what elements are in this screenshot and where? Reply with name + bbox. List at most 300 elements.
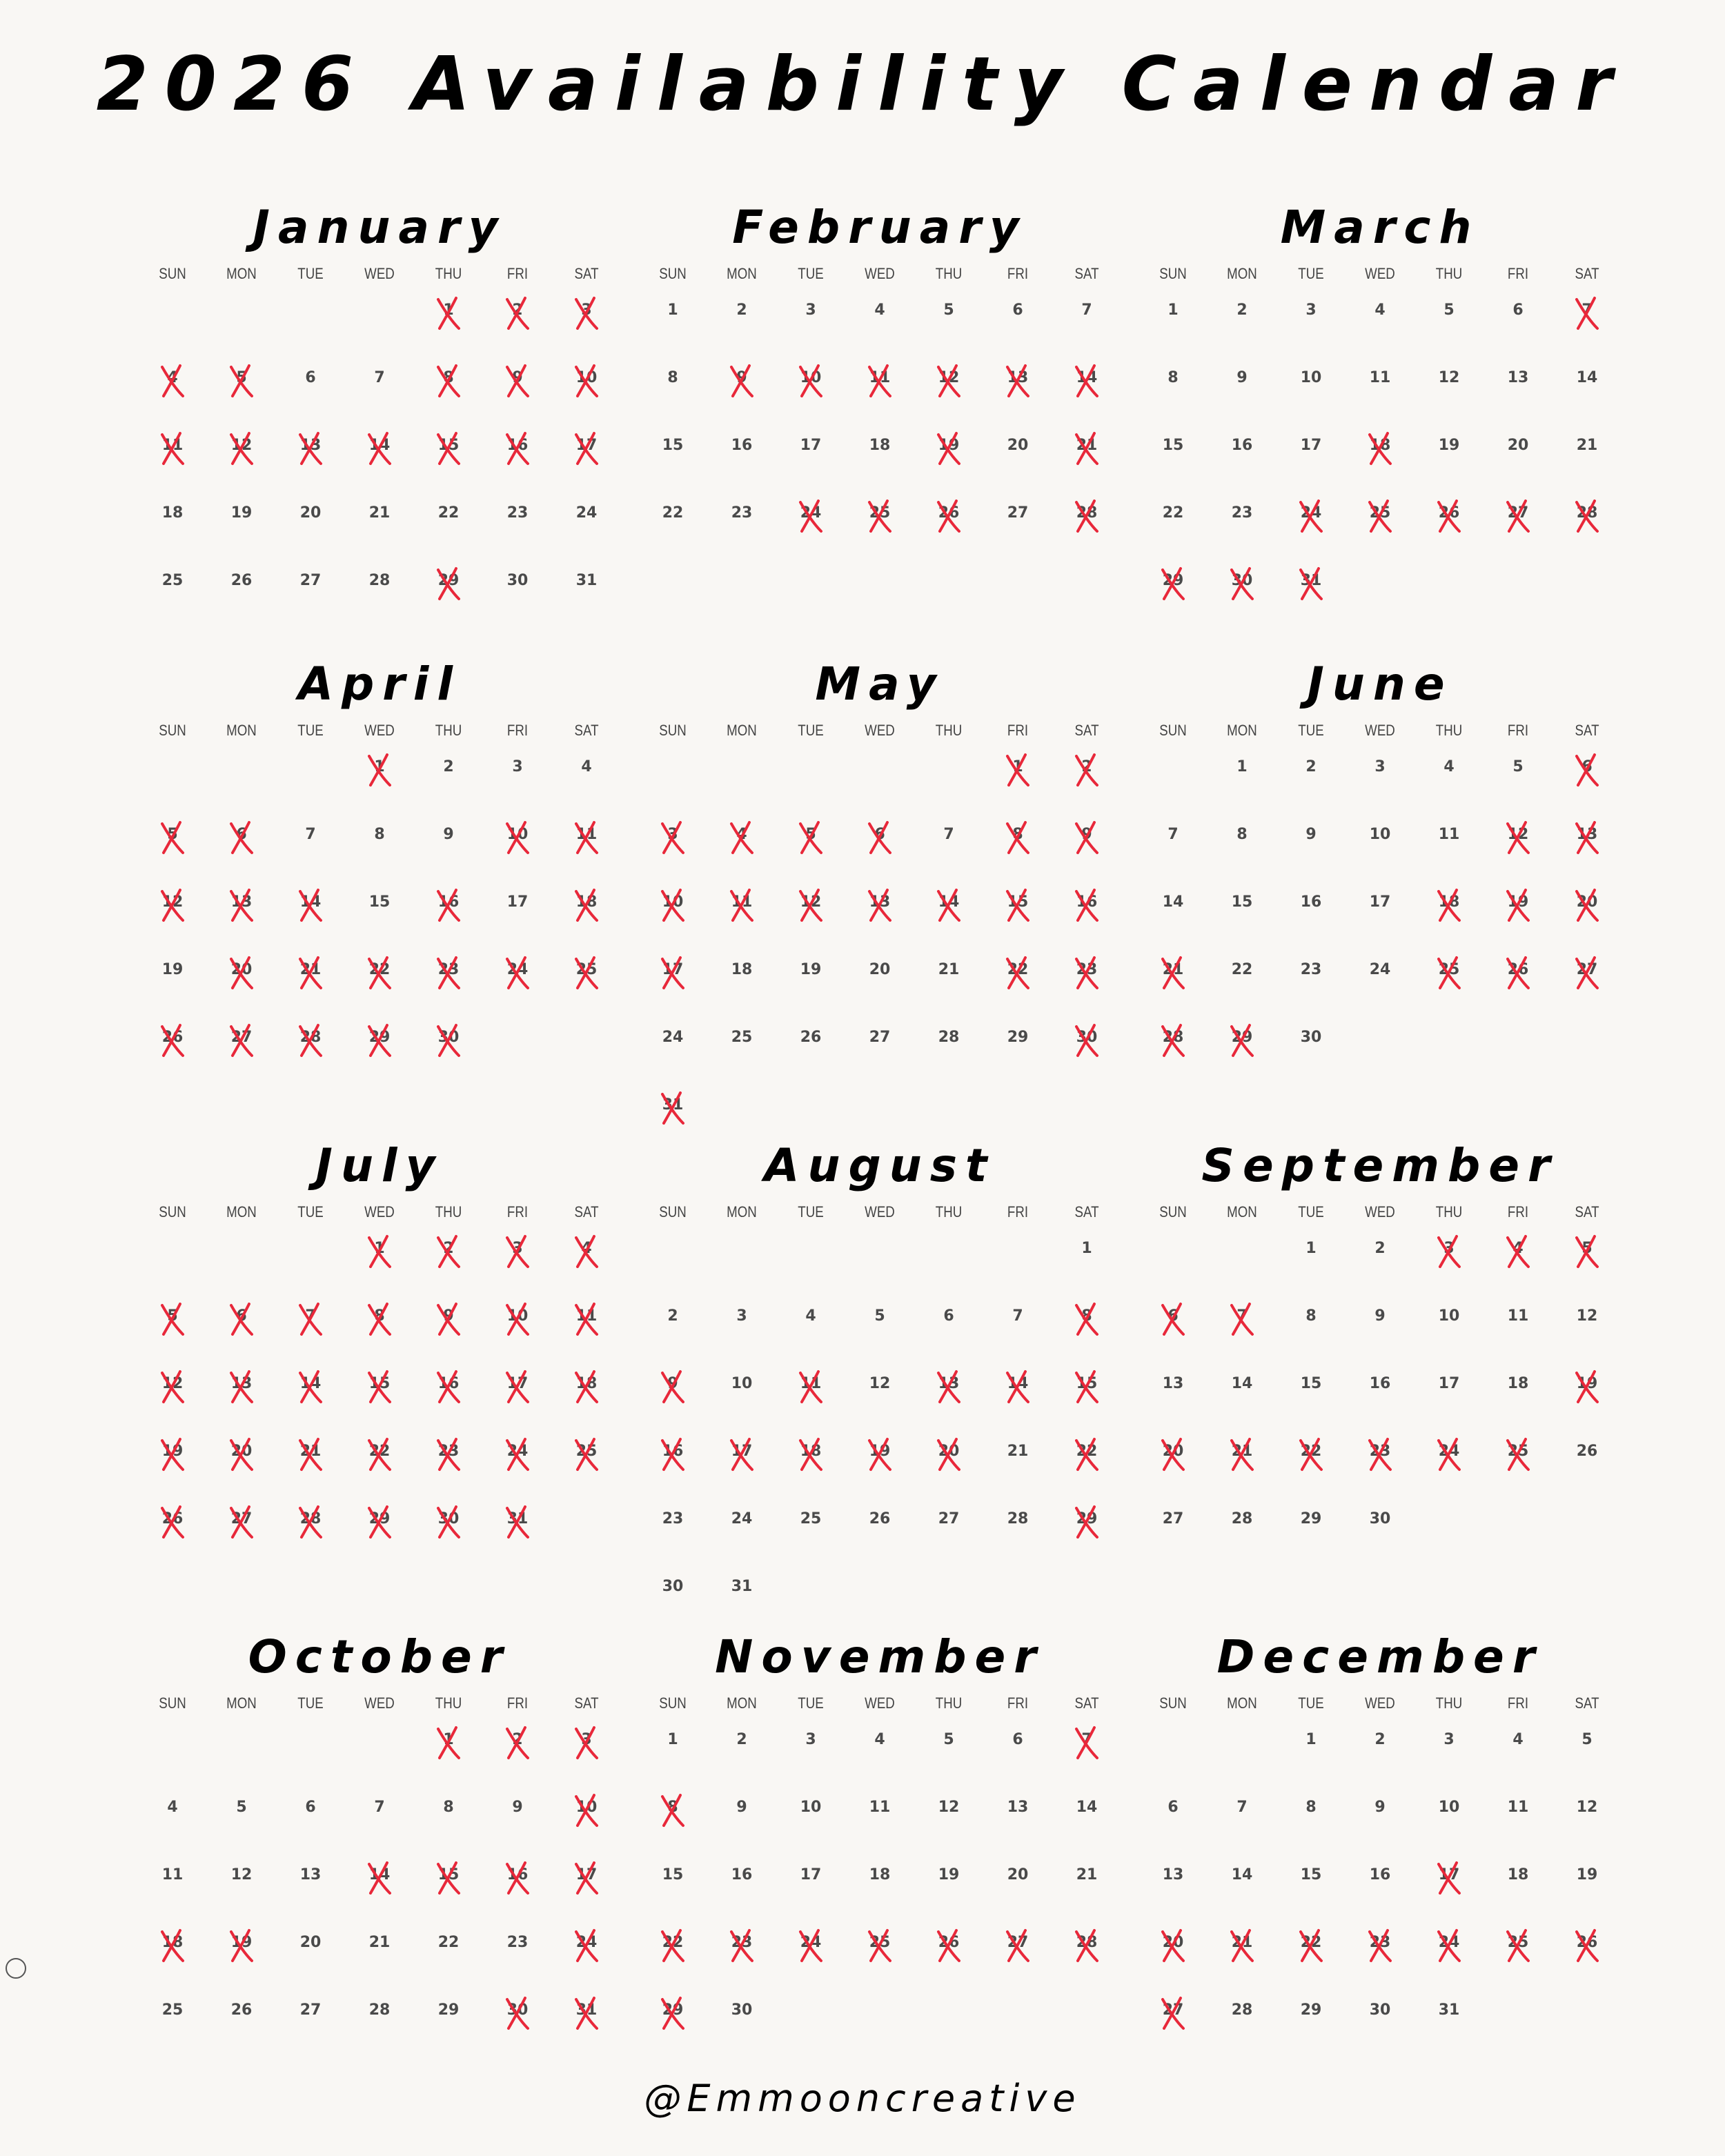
day-cell-unavailable[interactable] [638,1994,707,2061]
day-cell[interactable] [638,362,707,429]
day-cell[interactable] [345,1994,414,2061]
day-cell-unavailable[interactable] [345,1859,414,1926]
day-cell[interactable] [914,953,983,1021]
day-cell-unavailable[interactable] [207,1367,276,1435]
day-cell-unavailable[interactable] [414,1367,483,1435]
day-cell-unavailable[interactable] [1138,1926,1208,1994]
day-cell-unavailable[interactable] [345,1435,414,1503]
day-cell-unavailable[interactable] [1138,953,1208,1021]
day-cell[interactable] [1276,1232,1346,1300]
day-cell[interactable] [638,1723,707,1791]
day-cell-unavailable[interactable] [207,1926,276,1994]
day-cell[interactable] [707,497,776,564]
day-cell-unavailable[interactable] [138,362,207,429]
day-cell[interactable] [914,294,983,362]
day-cell[interactable] [414,751,483,818]
day-cell-unavailable[interactable] [276,1300,345,1367]
day-cell[interactable] [1138,362,1208,429]
day-cell-unavailable[interactable] [914,886,983,953]
day-cell[interactable] [707,1503,776,1570]
day-cell[interactable] [1346,362,1414,429]
day-cell-unavailable[interactable] [207,1435,276,1503]
day-cell-unavailable[interactable] [914,1926,983,1994]
day-cell-unavailable[interactable] [483,818,552,886]
day-cell-unavailable[interactable] [276,1435,345,1503]
day-cell[interactable] [1208,362,1276,429]
day-cell-unavailable[interactable] [1276,564,1346,632]
day-cell[interactable] [138,497,207,564]
day-cell[interactable] [983,497,1052,564]
day-cell[interactable] [1414,362,1483,429]
day-cell-unavailable[interactable] [552,1723,621,1791]
day-cell[interactable] [276,362,345,429]
day-cell-unavailable[interactable] [1483,1435,1552,1503]
day-cell[interactable] [1483,1300,1552,1367]
day-cell[interactable] [1276,1994,1346,2061]
day-cell[interactable] [414,497,483,564]
day-cell[interactable] [776,1021,845,1089]
day-cell-unavailable[interactable] [1552,294,1621,362]
day-cell-unavailable[interactable] [845,1435,914,1503]
day-cell-unavailable[interactable] [414,1435,483,1503]
day-cell[interactable] [845,429,914,497]
day-cell[interactable] [207,497,276,564]
day-cell-unavailable[interactable] [983,886,1052,953]
day-cell-unavailable[interactable] [552,886,621,953]
day-cell-unavailable[interactable] [552,429,621,497]
day-cell[interactable] [983,294,1052,362]
day-cell-unavailable[interactable] [776,1926,845,1994]
day-cell[interactable] [207,1791,276,1859]
day-cell[interactable] [1346,1859,1414,1926]
day-cell-unavailable[interactable] [207,886,276,953]
day-cell[interactable] [914,1859,983,1926]
day-cell[interactable] [552,497,621,564]
day-cell[interactable] [776,429,845,497]
day-cell-unavailable[interactable] [1138,1300,1208,1367]
day-cell[interactable] [1276,818,1346,886]
day-cell-unavailable[interactable] [1052,818,1121,886]
day-cell-unavailable[interactable] [1138,1021,1208,1089]
day-cell[interactable] [983,1723,1052,1791]
day-cell[interactable] [207,564,276,632]
day-cell[interactable] [1138,1859,1208,1926]
day-cell[interactable] [1552,1435,1621,1503]
day-cell-unavailable[interactable] [1276,497,1346,564]
day-cell[interactable] [1552,362,1621,429]
day-cell-unavailable[interactable] [638,953,707,1021]
day-cell[interactable] [1414,1300,1483,1367]
day-cell[interactable] [1483,1791,1552,1859]
day-cell[interactable] [1346,886,1414,953]
day-cell[interactable] [638,1859,707,1926]
day-cell-unavailable[interactable] [1552,1232,1621,1300]
day-cell[interactable] [1276,751,1346,818]
day-cell[interactable] [1552,1859,1621,1926]
day-cell-unavailable[interactable] [207,1503,276,1570]
day-cell[interactable] [1346,1994,1414,2061]
day-cell-unavailable[interactable] [483,1300,552,1367]
day-cell[interactable] [1276,1367,1346,1435]
day-cell[interactable] [414,818,483,886]
day-cell[interactable] [1346,1232,1414,1300]
day-cell[interactable] [638,1503,707,1570]
day-cell-unavailable[interactable] [914,1367,983,1435]
day-cell[interactable] [1052,1791,1121,1859]
day-cell-unavailable[interactable] [1414,1435,1483,1503]
day-cell-unavailable[interactable] [1052,497,1121,564]
day-cell[interactable] [483,1926,552,1994]
day-cell-unavailable[interactable] [1483,1232,1552,1300]
day-cell-unavailable[interactable] [1414,1926,1483,1994]
day-cell-unavailable[interactable] [138,1435,207,1503]
day-cell[interactable] [776,1503,845,1570]
day-cell[interactable] [845,1503,914,1570]
day-cell[interactable] [638,1570,707,1638]
day-cell[interactable] [707,1791,776,1859]
day-cell-unavailable[interactable] [552,1791,621,1859]
day-cell-unavailable[interactable] [1052,1367,1121,1435]
day-cell-unavailable[interactable] [552,953,621,1021]
day-cell-unavailable[interactable] [707,818,776,886]
day-cell[interactable] [1208,1367,1276,1435]
day-cell[interactable] [276,818,345,886]
day-cell-unavailable[interactable] [414,362,483,429]
day-cell-unavailable[interactable] [138,1367,207,1435]
day-cell[interactable] [1208,953,1276,1021]
day-cell[interactable] [345,497,414,564]
day-cell[interactable] [845,953,914,1021]
day-cell[interactable] [1208,751,1276,818]
day-cell-unavailable[interactable] [138,818,207,886]
day-cell-unavailable[interactable] [276,429,345,497]
day-cell[interactable] [207,1859,276,1926]
day-cell[interactable] [1346,1300,1414,1367]
day-cell[interactable] [1052,1859,1121,1926]
day-cell[interactable] [138,1791,207,1859]
day-cell[interactable] [776,1859,845,1926]
day-cell-unavailable[interactable] [638,1926,707,1994]
day-cell[interactable] [845,294,914,362]
day-cell[interactable] [552,564,621,632]
day-cell-unavailable[interactable] [414,429,483,497]
day-cell-unavailable[interactable] [638,886,707,953]
day-cell[interactable] [983,1859,1052,1926]
day-cell[interactable] [1552,1791,1621,1859]
day-cell[interactable] [138,953,207,1021]
day-cell[interactable] [1208,429,1276,497]
day-cell[interactable] [1138,497,1208,564]
day-cell-unavailable[interactable] [1052,1503,1121,1570]
day-cell[interactable] [1414,1791,1483,1859]
day-cell-unavailable[interactable] [776,1435,845,1503]
day-cell-unavailable[interactable] [1276,1926,1346,1994]
day-cell[interactable] [1052,294,1121,362]
day-cell[interactable] [1414,294,1483,362]
day-cell-unavailable[interactable] [207,1300,276,1367]
day-cell[interactable] [776,1723,845,1791]
day-cell-unavailable[interactable] [552,1859,621,1926]
day-cell[interactable] [1346,751,1414,818]
day-cell-unavailable[interactable] [414,953,483,1021]
day-cell-unavailable[interactable] [483,1435,552,1503]
day-cell-unavailable[interactable] [983,818,1052,886]
day-cell[interactable] [1483,429,1552,497]
day-cell[interactable] [1414,1723,1483,1791]
day-cell[interactable] [1276,1791,1346,1859]
day-cell[interactable] [776,1791,845,1859]
day-cell-unavailable[interactable] [1208,1926,1276,1994]
day-cell-unavailable[interactable] [1552,497,1621,564]
day-cell[interactable] [414,1791,483,1859]
day-cell[interactable] [914,818,983,886]
day-cell-unavailable[interactable] [345,1503,414,1570]
day-cell[interactable] [483,751,552,818]
day-cell-unavailable[interactable] [414,294,483,362]
day-cell[interactable] [983,1435,1052,1503]
day-cell[interactable] [1483,751,1552,818]
day-cell-unavailable[interactable] [138,1021,207,1089]
day-cell-unavailable[interactable] [638,1791,707,1859]
day-cell-unavailable[interactable] [1414,1859,1483,1926]
day-cell[interactable] [1138,294,1208,362]
day-cell[interactable] [1346,1791,1414,1859]
day-cell-unavailable[interactable] [414,1021,483,1089]
day-cell-unavailable[interactable] [207,362,276,429]
radio-button[interactable] [6,1958,26,1979]
day-cell[interactable] [483,497,552,564]
day-cell-unavailable[interactable] [1346,1435,1414,1503]
day-cell-unavailable[interactable] [345,1021,414,1089]
day-cell-unavailable[interactable] [345,1367,414,1435]
day-cell[interactable] [1138,886,1208,953]
day-cell-unavailable[interactable] [983,1367,1052,1435]
day-cell[interactable] [1346,1723,1414,1791]
day-cell-unavailable[interactable] [707,1926,776,1994]
day-cell-unavailable[interactable] [552,294,621,362]
day-cell[interactable] [707,1570,776,1638]
day-cell-unavailable[interactable] [1052,886,1121,953]
day-cell-unavailable[interactable] [552,1232,621,1300]
day-cell-unavailable[interactable] [1552,953,1621,1021]
day-cell-unavailable[interactable] [483,1367,552,1435]
day-cell-unavailable[interactable] [483,1503,552,1570]
day-cell[interactable] [914,1503,983,1570]
day-cell[interactable] [1276,953,1346,1021]
day-cell[interactable] [414,1994,483,2061]
day-cell-unavailable[interactable] [552,818,621,886]
day-cell-unavailable[interactable] [983,1926,1052,1994]
day-cell[interactable] [138,1859,207,1926]
day-cell[interactable] [1276,362,1346,429]
day-cell-unavailable[interactable] [345,429,414,497]
day-cell[interactable] [1208,497,1276,564]
day-cell-unavailable[interactable] [552,1926,621,1994]
day-cell-unavailable[interactable] [1208,1300,1276,1367]
day-cell[interactable] [776,294,845,362]
day-cell[interactable] [1276,886,1346,953]
day-cell-unavailable[interactable] [207,429,276,497]
day-cell-unavailable[interactable] [983,953,1052,1021]
day-cell[interactable] [1208,1791,1276,1859]
day-cell-unavailable[interactable] [776,362,845,429]
day-cell[interactable] [276,564,345,632]
day-cell[interactable] [638,294,707,362]
day-cell[interactable] [914,1300,983,1367]
day-cell[interactable] [1138,429,1208,497]
day-cell[interactable] [1414,1994,1483,2061]
day-cell-unavailable[interactable] [1208,564,1276,632]
day-cell[interactable] [914,1021,983,1089]
day-cell[interactable] [1346,1367,1414,1435]
day-cell[interactable] [276,1994,345,2061]
day-cell-unavailable[interactable] [345,1232,414,1300]
day-cell-unavailable[interactable] [414,564,483,632]
day-cell-unavailable[interactable] [638,818,707,886]
day-cell[interactable] [1414,818,1483,886]
day-cell[interactable] [276,1926,345,1994]
day-cell[interactable] [1208,1859,1276,1926]
day-cell-unavailable[interactable] [638,1435,707,1503]
day-cell-unavailable[interactable] [414,1300,483,1367]
day-cell-unavailable[interactable] [707,362,776,429]
day-cell-unavailable[interactable] [1052,1435,1121,1503]
day-cell-unavailable[interactable] [207,953,276,1021]
day-cell-unavailable[interactable] [1414,953,1483,1021]
day-cell[interactable] [845,1723,914,1791]
day-cell[interactable] [638,1021,707,1089]
day-cell-unavailable[interactable] [983,362,1052,429]
day-cell-unavailable[interactable] [1483,1926,1552,1994]
day-cell[interactable] [1208,818,1276,886]
day-cell-unavailable[interactable] [845,886,914,953]
day-cell[interactable] [1276,294,1346,362]
day-cell[interactable] [707,1723,776,1791]
day-cell-unavailable[interactable] [483,362,552,429]
day-cell-unavailable[interactable] [1346,1926,1414,1994]
day-cell[interactable] [638,1300,707,1367]
day-cell[interactable] [483,564,552,632]
day-cell-unavailable[interactable] [483,1723,552,1791]
day-cell[interactable] [1138,1791,1208,1859]
day-cell-unavailable[interactable] [1552,818,1621,886]
day-cell-unavailable[interactable] [776,497,845,564]
day-cell[interactable] [983,1791,1052,1859]
day-cell[interactable] [1276,1503,1346,1570]
day-cell[interactable] [1276,1859,1346,1926]
day-cell-unavailable[interactable] [1483,818,1552,886]
day-cell-unavailable[interactable] [914,497,983,564]
day-cell-unavailable[interactable] [276,1367,345,1435]
day-cell[interactable] [776,1300,845,1367]
day-cell-unavailable[interactable] [414,1859,483,1926]
day-cell-unavailable[interactable] [845,362,914,429]
day-cell[interactable] [845,1021,914,1089]
day-cell-unavailable[interactable] [552,1367,621,1435]
day-cell[interactable] [845,1859,914,1926]
day-cell-unavailable[interactable] [414,886,483,953]
day-cell[interactable] [707,1367,776,1435]
day-cell[interactable] [707,1021,776,1089]
day-cell[interactable] [1346,294,1414,362]
day-cell[interactable] [1483,1723,1552,1791]
day-cell-unavailable[interactable] [1552,1367,1621,1435]
day-cell[interactable] [1552,1300,1621,1367]
day-cell[interactable] [1208,1503,1276,1570]
day-cell[interactable] [1483,362,1552,429]
day-cell-unavailable[interactable] [776,818,845,886]
day-cell[interactable] [483,1791,552,1859]
day-cell[interactable] [1483,1859,1552,1926]
day-cell-unavailable[interactable] [914,362,983,429]
day-cell[interactable] [1208,886,1276,953]
day-cell-unavailable[interactable] [1552,886,1621,953]
day-cell-unavailable[interactable] [414,1723,483,1791]
day-cell-unavailable[interactable] [1552,751,1621,818]
day-cell[interactable] [483,886,552,953]
day-cell-unavailable[interactable] [276,886,345,953]
day-cell[interactable] [345,362,414,429]
day-cell[interactable] [1138,1367,1208,1435]
day-cell[interactable] [1138,818,1208,886]
day-cell[interactable] [1483,1367,1552,1435]
day-cell[interactable] [345,564,414,632]
day-cell[interactable] [845,1791,914,1859]
day-cell-unavailable[interactable] [707,886,776,953]
day-cell[interactable] [707,429,776,497]
day-cell-unavailable[interactable] [1138,1435,1208,1503]
day-cell-unavailable[interactable] [483,953,552,1021]
day-cell[interactable] [638,497,707,564]
day-cell[interactable] [707,1300,776,1367]
day-cell-unavailable[interactable] [552,362,621,429]
day-cell[interactable] [552,751,621,818]
day-cell-unavailable[interactable] [1052,429,1121,497]
day-cell-unavailable[interactable] [1483,497,1552,564]
day-cell-unavailable[interactable] [483,1859,552,1926]
day-cell[interactable] [638,429,707,497]
day-cell-unavailable[interactable] [1052,1723,1121,1791]
day-cell[interactable] [1138,1503,1208,1570]
day-cell[interactable] [1052,1232,1121,1300]
day-cell-unavailable[interactable] [914,1435,983,1503]
day-cell-unavailable[interactable] [1052,1926,1121,1994]
day-cell[interactable] [1552,1723,1621,1791]
day-cell-unavailable[interactable] [552,1994,621,2061]
day-cell-unavailable[interactable] [1208,1021,1276,1089]
day-cell[interactable] [1483,294,1552,362]
day-cell[interactable] [707,1859,776,1926]
day-cell-unavailable[interactable] [207,1021,276,1089]
day-cell-unavailable[interactable] [345,1300,414,1367]
day-cell-unavailable[interactable] [345,953,414,1021]
day-cell[interactable] [276,497,345,564]
day-cell-unavailable[interactable] [1138,1994,1208,2061]
day-cell[interactable] [276,1859,345,1926]
day-cell-unavailable[interactable] [483,429,552,497]
day-cell[interactable] [1276,1021,1346,1089]
day-cell-unavailable[interactable] [1052,953,1121,1021]
day-cell-unavailable[interactable] [483,294,552,362]
day-cell-unavailable[interactable] [552,1435,621,1503]
day-cell-unavailable[interactable] [483,1232,552,1300]
day-cell-unavailable[interactable] [276,953,345,1021]
day-cell-unavailable[interactable] [1052,1300,1121,1367]
day-cell-unavailable[interactable] [207,818,276,886]
day-cell[interactable] [276,1791,345,1859]
day-cell[interactable] [707,294,776,362]
day-cell-unavailable[interactable] [1552,1926,1621,1994]
